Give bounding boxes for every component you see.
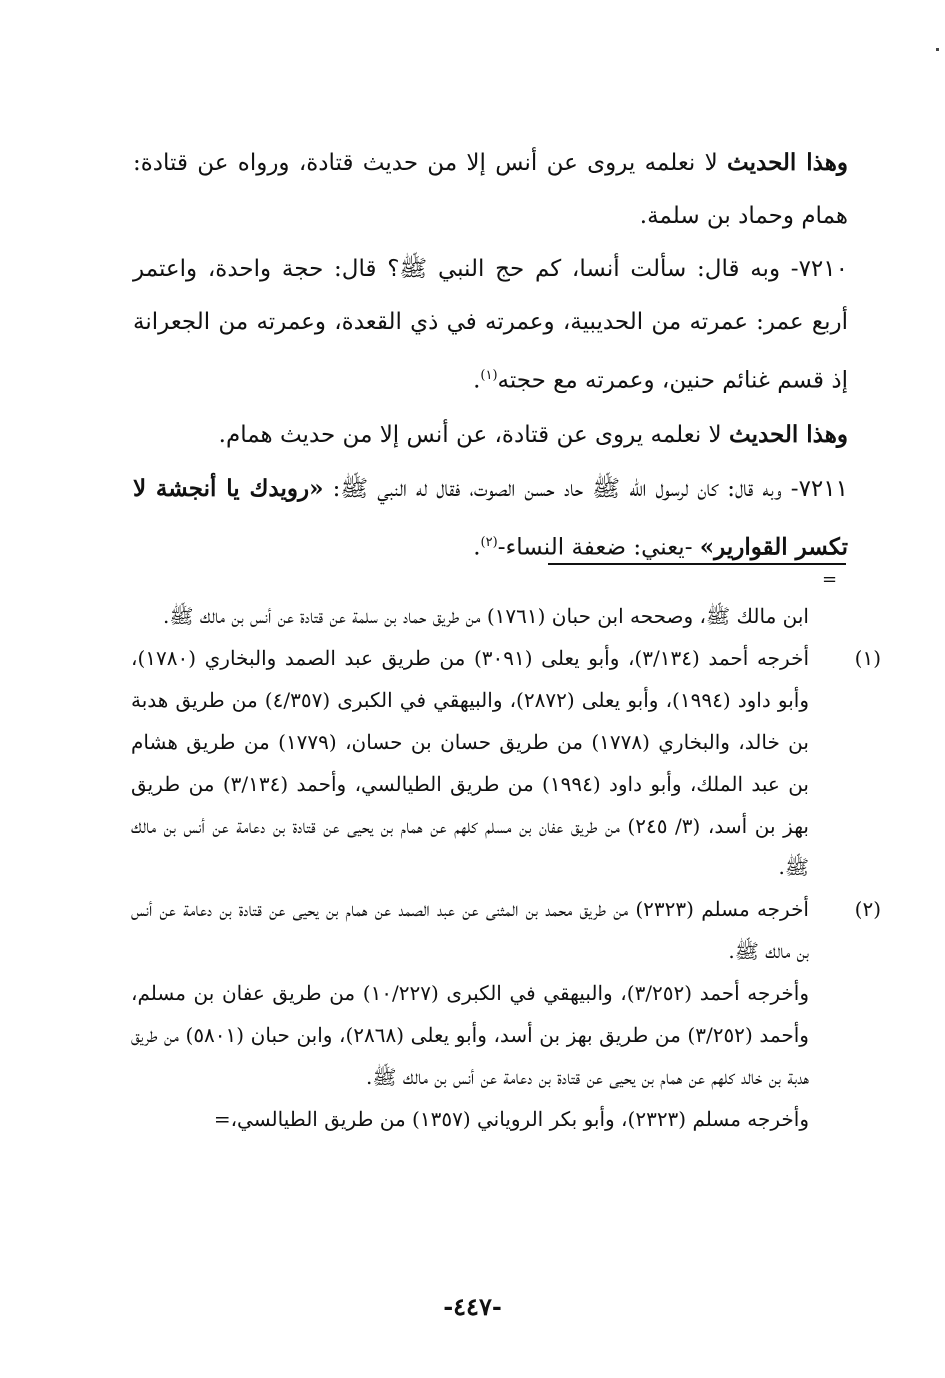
footnote-ref-1[interactable]: (١) [480, 368, 498, 383]
main-text [133, 136, 848, 574]
footnote-number: (٢) [854, 897, 881, 922]
scan-speck [936, 48, 939, 51]
paragraph-3: وهذا الحديث لا نعلمه يروى عن قتادة، عن أنس إلا من حديث همام. [218, 420, 848, 448]
continued-mark: = [822, 569, 838, 590]
footnote-1: (١) أخرجه أحمد (٣/١٣٤)، وأبو يعلى (٣٠٩١) من طريق عبد الصمد والبخاري (١٧٨٠)، وأبو داود (١٩٩٤)، وأبو يعلى (٢٨٧٢)، والبيهقي في الكبرى (٤/٣٥٧) من طريق هدبة بن خالد، والبخاري (١٧٧٨) من طريق حسان بن حسان، (١٧٧٩) من طريق هشام بن عبد الملك، وأبو داود (١٩٩٤) من طريق الطيالسي، وأحمد (٣/١٣٤) من طريق بهز بن أسد، (٣/ ٢٤٥) من طريق عفان بن مسلم كلهم عن همام بن يحيى عن قتادة بن دعامة عن أنس بن مالك ﷺ. [131, 638, 845, 889]
continued-mark: = [213, 1106, 231, 1131]
bold-lead: وهذا الحديث [727, 149, 848, 176]
footnote-ref-2[interactable]: (٢) [480, 534, 498, 550]
footnote-2: (٢) أخرجه مسلم (٢٣٢٣) من طريق محمد بن المثنى عن عبد الصمد عن همام بن يحيى عن قتادة بن دعامة عن أنس بن مالك ﷺ. [131, 889, 845, 973]
footnote-2-paragraph-2: وأخرجه أحمد (٣/٢٥٢)، والبيهقي في الكبرى (١٠/٢٢٧) من طريق عفان بن مسلم، وأحمد (٣/٢٥٢) من طريق بهز بن أسد، وأبو يعلى (٢٨٦٨)، وابن حبان (٥٨٠١) من طريق هدبة بن خالد كلهم عن همام بن يحيى عن قتادة بن دعامة عن أنس بن مالك ﷺ. [131, 981, 809, 1089]
paragraph-1: وهذا الحديث لا نعلمه يروى عن أنس إلا من حديث قتادة، ورواه عن قتادة: همام وحماد بن سلمة. [133, 149, 848, 229]
footnote-2-paragraph-3: وأخرجه مسلم (٢٣٢٣)، وأبو بكر الروياني (١٣٥٧) من طريق الطيالسي،= [213, 1106, 809, 1131]
hadith-7211: ٧٢١١- وبه قال: كان لرسول الله ﷺ حاد حسن الصوت، فقال له النبي ﷺ: «رويدك يا أنجشة لا تكسر القوارير» -يعني: ضعفة النساء-$^{(٢)}$. [133, 474, 848, 561]
footnote-continuation: ابن مالك ﷺ، وصححه ابن حبان (١٧٦١) من طريق حماد بن سلمة عن قتادة عن أنس بن مالك ﷺ. [163, 604, 809, 628]
footnote-separator [548, 563, 846, 565]
page-number: -٤٤٧- [443, 1292, 502, 1321]
footnotes [131, 596, 881, 1141]
hadith-7210: ٧٢١٠- وبه قال: سألت أنسا، كم حج النبي ﷺ؟ قال: حجة واحدة، واعتمر أربع عمر: عمرته من الحديبية، وعمرته في ذي القعدة، وعمرته من الجعرانة إذ قسم غنائم حنين، وعمرته مع حجته$^{(١)}$. [133, 256, 848, 394]
hadith-quote: «رويدك يا أنجشة لا تكسر القوارير» [133, 474, 848, 561]
footnote-number: (١) [854, 645, 881, 670]
bold-lead: وهذا الحديث [728, 420, 848, 448]
